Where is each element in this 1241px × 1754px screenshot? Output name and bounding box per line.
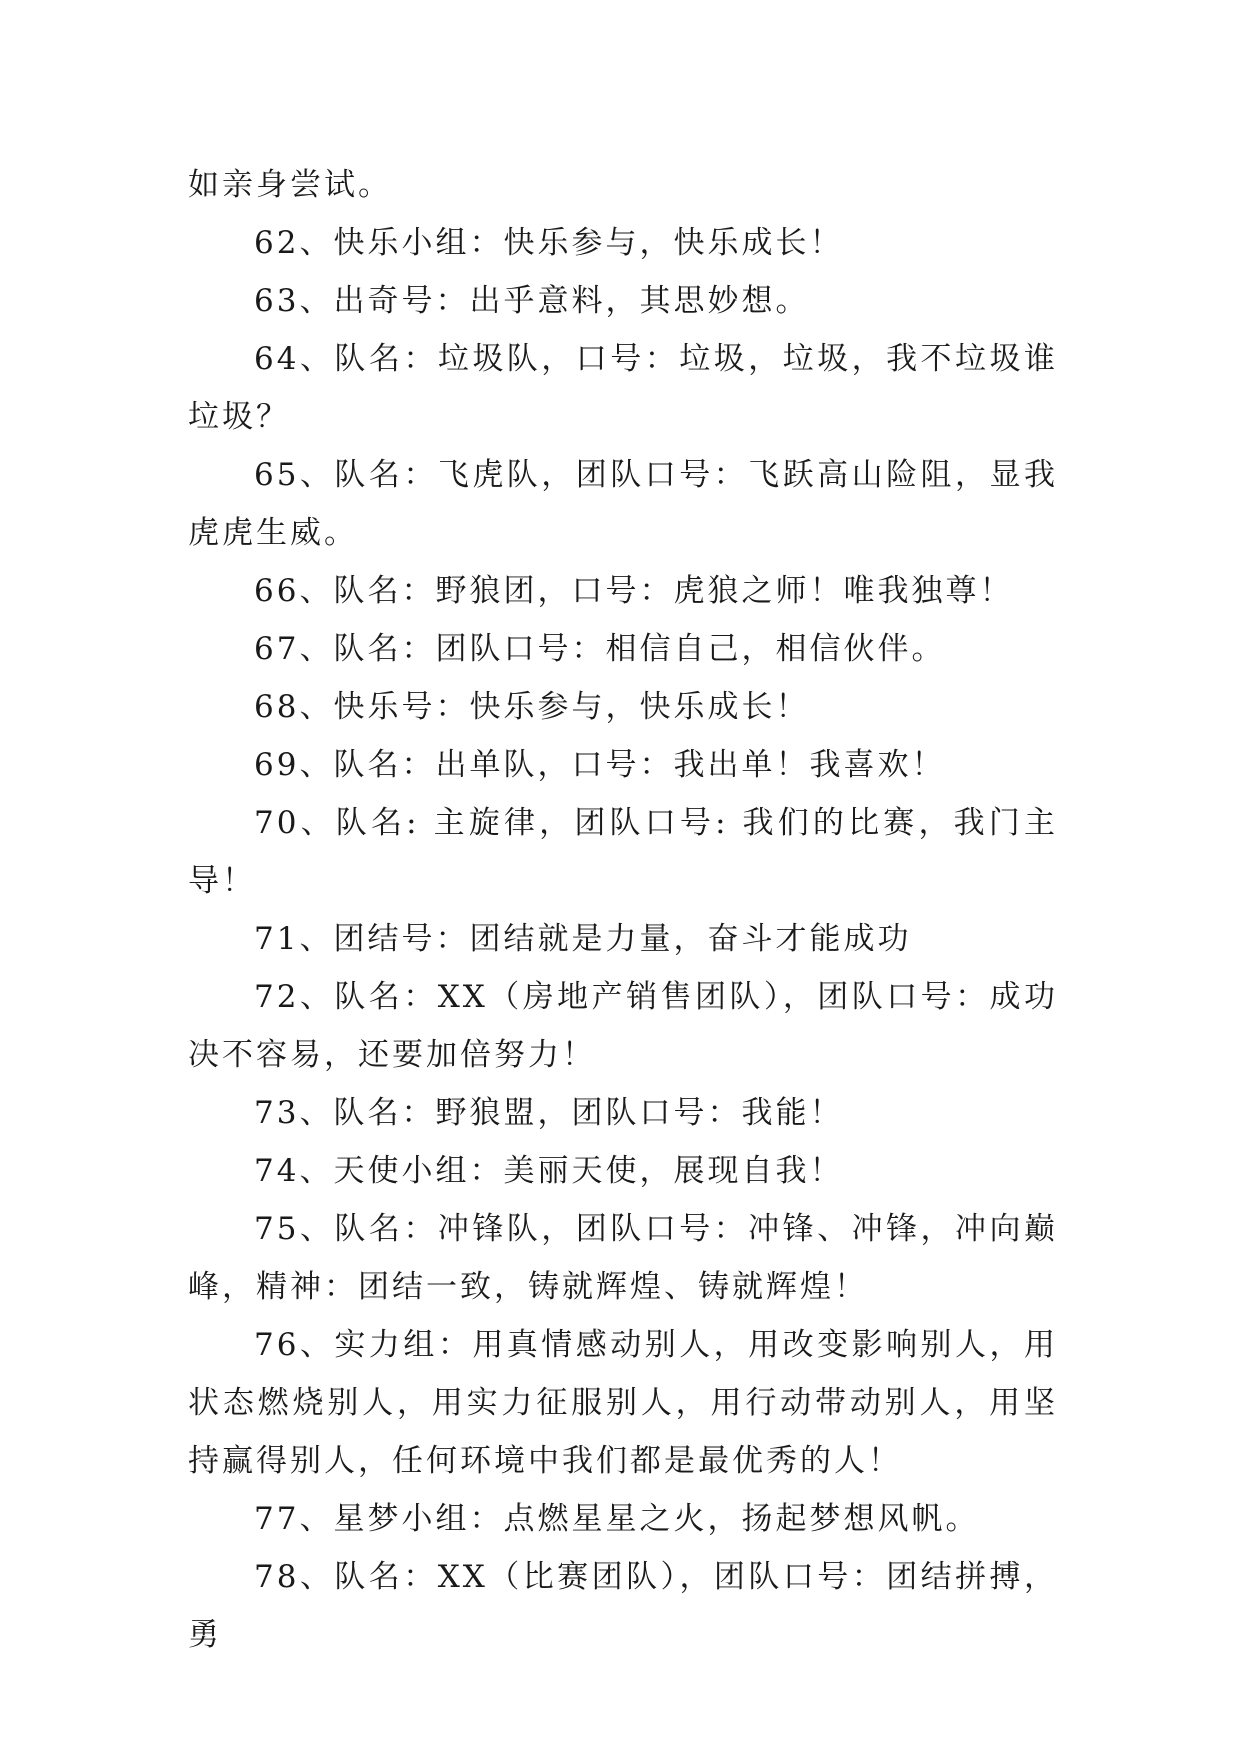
document-body <box>188 156 1058 1664</box>
paragraph: 71、团结号：团结就是力量，奋斗才能成功 <box>254 921 912 957</box>
paragraph: 73、队名：野狼盟，团队口号：我能！ <box>254 1095 844 1131</box>
paragraph: 64、队名：垃圾队，口号：垃圾，垃圾，我不垃圾谁垃圾？ <box>188 341 1058 435</box>
paragraph: 68、快乐号：快乐参与，快乐成长！ <box>254 689 810 725</box>
paragraph: 72、队名：XX（房地产销售团队），团队口号：成功决不容易，还要加倍努力！ <box>188 979 1058 1073</box>
paragraph: 77、星梦小组：点燃星星之火，扬起梦想风帆。 <box>254 1501 980 1537</box>
paragraph: 70、队名: 主旋律，团队口号: 我们的比赛，我门主导！ <box>188 805 1058 899</box>
paragraph: 67、队名：团队口号：相信自己，相信伙伴。 <box>254 631 946 667</box>
paragraph: 65、队名：飞虎队，团队口号：飞跃高山险阻，显我虎虎生威。 <box>188 457 1058 551</box>
paragraph: 75、队名：冲锋队，团队口号：冲锋、冲锋，冲向巅峰，精神：团结一致，铸就辉煌、铸就辉煌！ <box>188 1211 1058 1305</box>
paragraph: 69、队名：出单队，口号：我出单！我喜欢！ <box>254 747 946 783</box>
paragraph: 66、队名：野狼团，口号：虎狼之师！唯我独尊！ <box>254 573 1014 609</box>
paragraph: 62、快乐小组：快乐参与，快乐成长！ <box>254 225 844 261</box>
paragraph: 63、出奇号：出乎意料，其思妙想。 <box>254 283 810 319</box>
paragraph: 74、天使小组：美丽天使，展现自我！ <box>254 1153 844 1189</box>
paragraph: 76、实力组：用真情感动别人，用改变影响别人，用状态燃烧别人，用实力征服别人，用行动带动别人，用坚持赢得别人，任何环境中我们都是最优秀的人！ <box>188 1327 1058 1479</box>
paragraph: 如亲身尝试。 <box>188 167 392 203</box>
paragraph: 78、队名：XX（比赛团队），团队口号：团结拼搏，勇 <box>188 1559 1058 1653</box>
